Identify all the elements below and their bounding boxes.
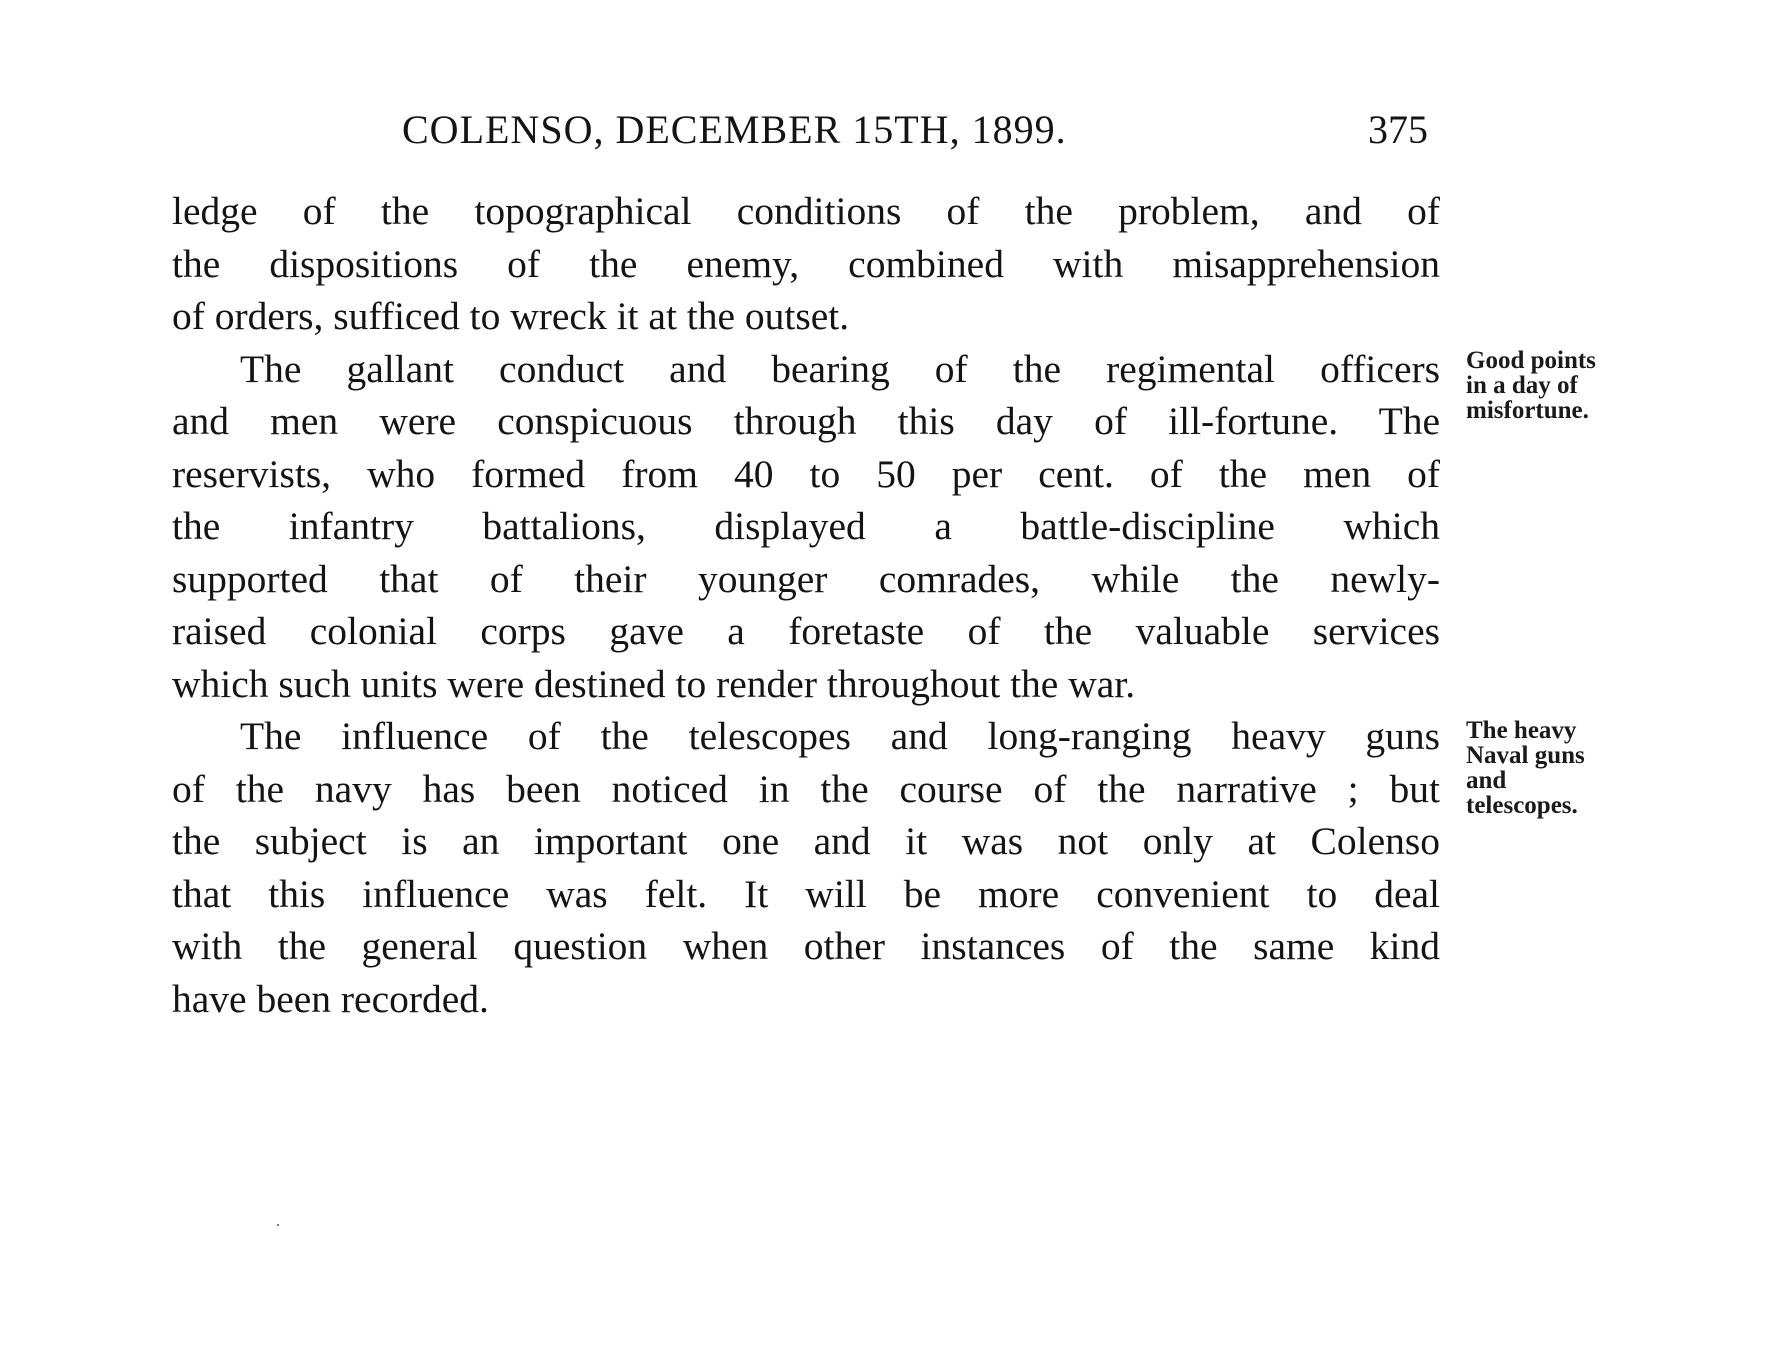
sidenote-line: Good points	[1466, 347, 1596, 374]
text-line: which such units were destined to render throughout the war.	[172, 661, 1136, 706]
text-line: with the general question when other instances of the same kind	[172, 924, 1440, 968]
sidenote-line: in a day of	[1466, 372, 1578, 399]
sidenote-line: misfortune.	[1466, 397, 1589, 424]
text-line: the subject is an important one and it was not only at Colenso	[172, 819, 1440, 863]
sidenote-good-points	[1466, 348, 1666, 423]
text-line: that this influence was felt. It will be more convenient to deal	[172, 871, 1440, 916]
running-head	[402, 106, 1428, 156]
sidenote-line: The heavy	[1466, 717, 1577, 744]
sidenote-naval-guns	[1466, 718, 1666, 818]
sidenote-line: and	[1466, 767, 1507, 794]
text-line: reservists, who formed from 40 to 50 per cent. of the men of	[172, 451, 1440, 496]
body-text	[172, 185, 1440, 1025]
text-line: and men were conspicuous through this day of ill-fortune. The	[172, 399, 1440, 443]
paragraph-first-line: The gallant conduct and bearing of the regimental officers	[240, 346, 1440, 391]
text-line: ledge of the topographical conditions of the problem, and of	[172, 189, 1440, 233]
text-line: of the navy has been noticed in the course of the narrative ; but	[172, 766, 1440, 811]
text-line: the dispositions of the enemy, combined with misapprehension	[172, 241, 1440, 286]
paragraph-first-line: The influence of the telescopes and long-ranging heavy guns	[240, 714, 1440, 758]
text-line: raised colonial corps gave a foretaste of the valuable services	[172, 609, 1440, 653]
text-line: the infantry battalions, displayed a battle-discipline which	[172, 504, 1440, 548]
text-line: have been recorded.	[172, 976, 489, 1021]
sidenote-line: telescopes.	[1466, 792, 1578, 819]
text-line: supported that of their younger comrades, while the newly-	[172, 556, 1440, 601]
page-number: 375	[1368, 107, 1428, 152]
text-line: of orders, sufficed to wreck it at the outset.	[172, 294, 850, 338]
sidenote-line: Naval guns	[1466, 742, 1585, 769]
scan-speck	[277, 1224, 279, 1226]
running-title: COLENSO, DECEMBER 15TH, 1899.	[402, 107, 1067, 152]
